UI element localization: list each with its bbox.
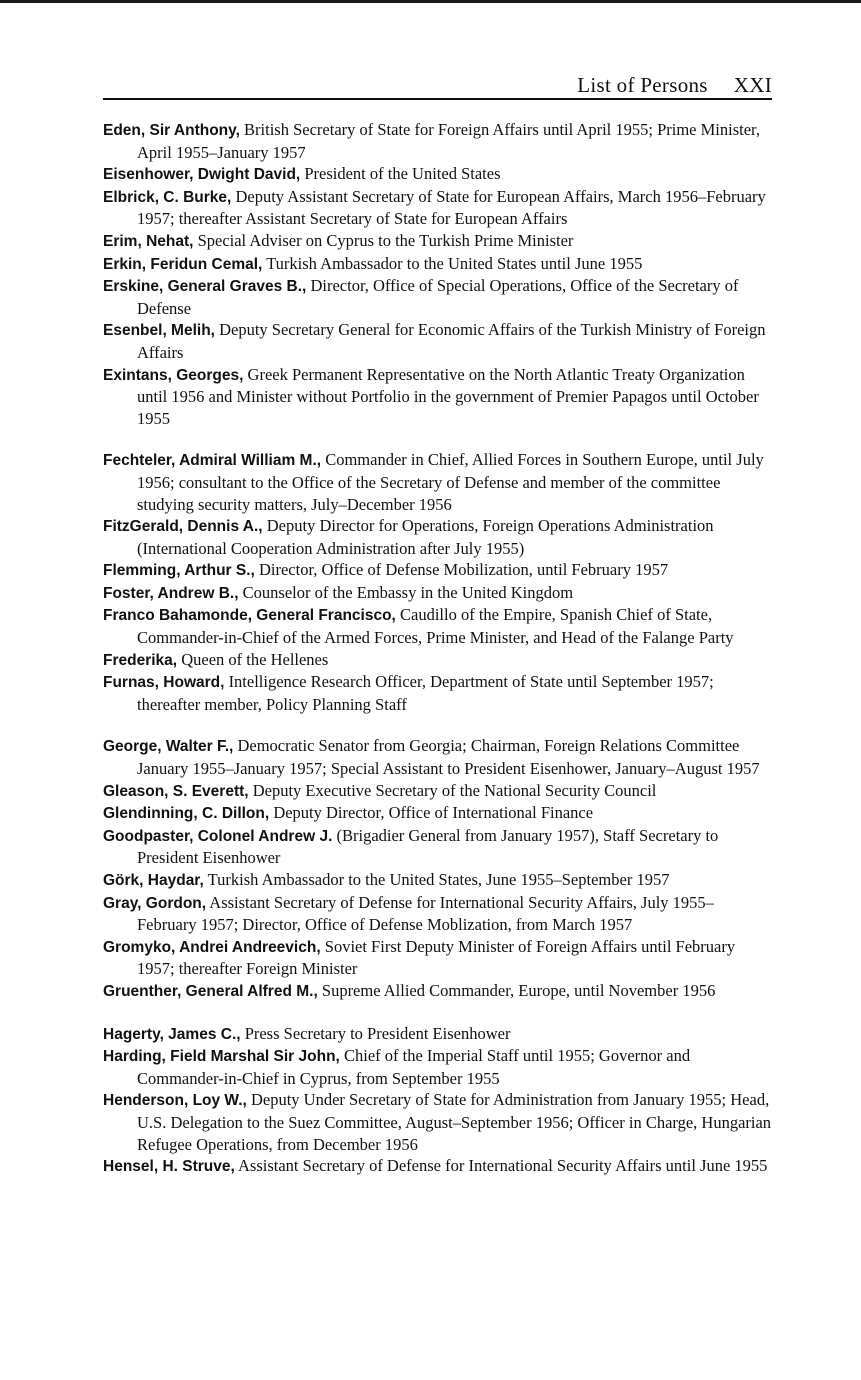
person-entry xyxy=(103,230,773,253)
person-entry xyxy=(103,735,773,779)
person-list xyxy=(103,119,773,1178)
person-entry xyxy=(103,649,773,672)
person-name: Goodpaster, Colonel Andrew J. xyxy=(103,827,333,845)
person-entry xyxy=(103,582,773,605)
person-description: Intelligence Research Officer, Department of State until September 1957; thereafter member, Policy Planning Staff xyxy=(137,672,714,714)
person-description: Deputy Under Secretary of State for Administration from January 1955; Head, U.S. Delegation to the Suez Committee, August–September 1956; Officer in Charge, Hungarian Refugee Operations, from December 1956 xyxy=(137,1090,772,1154)
page-number: XXI xyxy=(733,73,772,97)
person-name: Henderson, Loy W., xyxy=(103,1092,247,1110)
person-description: Supreme Allied Commander, Europe, until November 1956 xyxy=(321,980,716,1000)
person-name: Hensel, H. Struve, xyxy=(103,1158,235,1176)
person-name: Gruenther, General Alfred M., xyxy=(103,982,318,1000)
person-description: Commander in Chief, Allied Forces in Southern Europe, until July 1956; consultant to the Office of the Secretary of Defense and member of the committee studying security matters, July–December 1956 xyxy=(137,450,764,514)
person-entry xyxy=(103,1089,773,1155)
person-name: Frederika, xyxy=(103,651,178,669)
person-name: Fechteler, Admiral William M., xyxy=(103,452,322,470)
running-header-title: List of Persons xyxy=(577,73,708,97)
person-name: FitzGerald, Dennis A., xyxy=(103,518,263,536)
person-description: Assistant Secretary of Defense for International Security Affairs until June 1955 xyxy=(238,1156,768,1176)
person-entry xyxy=(103,1023,773,1046)
person-entry xyxy=(103,604,773,648)
person-name: Eden, Sir Anthony, xyxy=(103,122,240,139)
person-name: Gleason, S. Everett, xyxy=(103,782,249,800)
person-description: Deputy Director for Operations, Foreign Operations Administration (International Cooperation Administration after July 1955) xyxy=(137,516,714,558)
person-description: Greek Permanent Representative on the North Atlantic Treaty Organization until 1956 and Minister without Portfolio in the government of Premier Papagos until October 1955 xyxy=(137,364,759,428)
person-entry xyxy=(103,163,773,186)
person-description: (Brigadier General from January 1957), Staff Secretary to President Eisenhower xyxy=(137,825,719,868)
person-entry xyxy=(103,671,773,715)
person-name: Gray, Gordon, xyxy=(103,894,207,912)
person-description: Special Adviser on Cyprus to the Turkish Prime Minister xyxy=(197,230,574,250)
person-description: Deputy Secretary General for Economic Affairs of the Turkish Ministry of Foreign Affairs xyxy=(137,320,766,362)
person-entry xyxy=(103,559,773,582)
person-name: Erkin, Feridun Cemal, xyxy=(103,255,263,273)
person-entry xyxy=(103,319,773,363)
person-entry xyxy=(103,892,773,936)
person-description: Assistant Secretary of Defense for International Security Affairs, July 1955–February 1957; Director, Office of Defense Moblization, from March 1957 xyxy=(137,892,714,935)
person-entry xyxy=(103,449,773,515)
person-name: Esenbel, Melih, xyxy=(103,322,215,340)
person-name: Franco Bahamonde, General Francisco, xyxy=(103,607,396,625)
person-name: Elbrick, C. Burke, xyxy=(103,188,232,206)
page-top-border xyxy=(0,0,861,3)
person-entry xyxy=(103,780,773,803)
person-name: Görk, Haydar, xyxy=(103,872,204,889)
letter-group xyxy=(103,449,773,715)
person-entry xyxy=(103,1155,773,1178)
letter-group xyxy=(103,119,773,429)
person-entry xyxy=(103,275,773,319)
person-description: Chief of the Imperial Staff until 1955; Governor and Commander-in-Chief in Cyprus, from September 1955 xyxy=(137,1046,691,1088)
person-description: Counselor of the Embassy in the United Kingdom xyxy=(242,582,574,602)
person-description: Democratic Senator from Georgia; Chairman, Foreign Relations Committee January 1955–January 1957; Special Assistant to President Eisenhower, January–August 1957 xyxy=(137,736,760,779)
person-name: Glendinning, C. Dillon, xyxy=(103,805,270,823)
person-description: Director, Office of Defense Mobilization, until February 1957 xyxy=(258,560,669,580)
person-name: George, Walter F., xyxy=(103,738,234,756)
person-description: British Secretary of State for Foreign Affairs until April 1955; Prime Minister, April 1955–January 1957 xyxy=(137,120,761,162)
person-name: Exintans, Georges, xyxy=(103,366,244,384)
person-name: Erskine, General Graves B., xyxy=(103,278,307,296)
person-name: Flemming, Arthur S., xyxy=(103,562,255,580)
person-description: Deputy Assistant Secretary of State for European Affairs, March 1956–February 1957; thereafter Assistant Secretary of State for European Affairs xyxy=(137,186,766,229)
person-description: Deputy Executive Secretary of the National Security Council xyxy=(252,780,657,800)
person-entry xyxy=(103,364,773,430)
person-description: Soviet First Deputy Minister of Foreign Affairs until February 1957; thereafter Foreign Minister xyxy=(137,936,736,979)
person-name: Harding, Field Marshal Sir John, xyxy=(103,1048,340,1066)
person-description: Caudillo of the Empire, Spanish Chief of State, Commander-in-Chief of the Armed Forces, Prime Minister, and Head of the Falange Party xyxy=(137,605,734,648)
person-description: Turkish Ambassador to the United States until June 1955 xyxy=(266,253,643,273)
person-description: Press Secretary to President Eisenhower xyxy=(244,1023,511,1043)
person-entry xyxy=(103,825,773,869)
person-description: Director, Office of Special Operations, Office of the Secretary of Defense xyxy=(137,276,739,318)
person-name: Eisenhower, Dwight David, xyxy=(103,166,301,184)
person-name: Hagerty, James C., xyxy=(103,1025,241,1043)
person-description: President of the United States xyxy=(304,164,501,184)
person-entry xyxy=(103,515,773,559)
person-entry xyxy=(103,119,773,163)
letter-group xyxy=(103,1023,773,1178)
letter-group xyxy=(103,735,773,1002)
person-name: Erim, Nehat, xyxy=(103,232,194,250)
person-entry xyxy=(103,980,773,1003)
person-description: Turkish Ambassador to the United States, June 1955–September 1957 xyxy=(207,870,670,889)
person-name: Gromyko, Andrei Andreevich, xyxy=(103,938,321,956)
person-entry xyxy=(103,936,773,980)
person-description: Queen of the Hellenes xyxy=(181,649,329,669)
person-entry xyxy=(103,186,773,230)
person-description: Deputy Director, Office of International Finance xyxy=(273,803,594,823)
running-header xyxy=(103,72,772,100)
person-entry xyxy=(103,253,773,276)
person-entry xyxy=(103,869,773,892)
person-name: Furnas, Howard, xyxy=(103,674,225,692)
person-entry xyxy=(103,1045,773,1089)
person-name: Foster, Andrew B., xyxy=(103,584,239,602)
person-entry xyxy=(103,802,773,825)
